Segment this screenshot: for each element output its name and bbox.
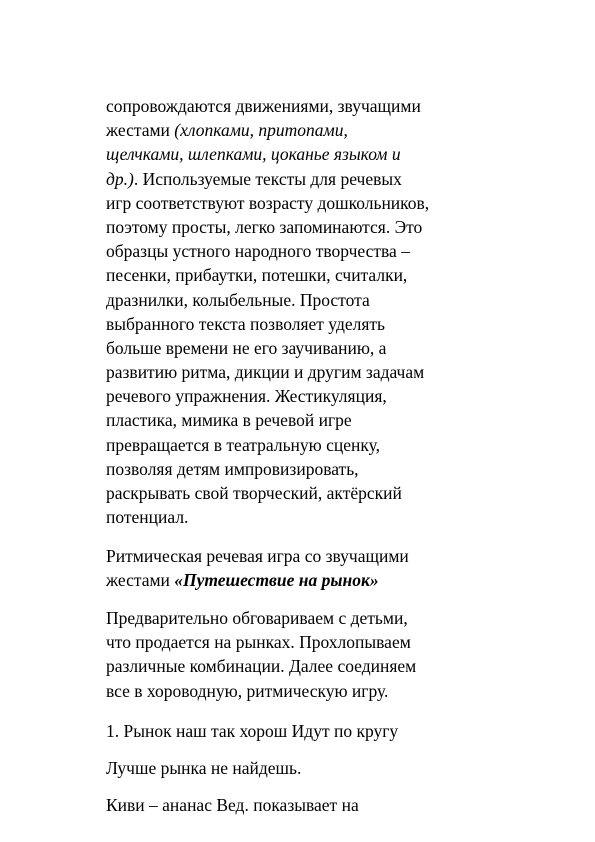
text-line: [106, 568, 406, 592]
paragraph-verse-3: [106, 793, 406, 817]
text-line: потенциал.: [106, 507, 189, 528]
game-title: «Путешествие на рынок»: [174, 570, 379, 591]
text-line: сопровождаются движениями, звучащими: [106, 96, 421, 116]
paragraph-intro: [106, 94, 430, 529]
text-line: больше времени не его заучиванию, а: [106, 337, 387, 358]
text-line: Предварительно обговариваем с детьми,: [106, 608, 408, 628]
text-line: речевого упражнения. Жестикуляция,: [106, 386, 387, 407]
text-line: [106, 167, 406, 191]
italic-span: (хлопками, притопами,: [174, 120, 348, 141]
text-line: игр соответствуют возрасту дошкольников,: [106, 192, 430, 213]
text-line: выбранного текста позволяет уделять: [106, 313, 386, 334]
text-line: Киви – ананас Вед. показывает на: [106, 795, 359, 815]
text-span: жестами: [106, 120, 175, 141]
text-line: все в хороводную, ритмическую игру.: [106, 680, 389, 701]
text-line: различные комбинации. Далее соединяем: [106, 656, 417, 677]
paragraph-game-title: [106, 544, 409, 592]
text-line: Ритмическая речевая игра со звучащими: [106, 546, 409, 566]
paragraph-verse-2: [106, 756, 406, 780]
text-span: . Используемые тексты для речевых: [133, 168, 402, 189]
text-line: щелчками, шлепками, цоканье языком и: [106, 144, 401, 165]
text-line: [106, 118, 406, 142]
text-line: песенки, прибаутки, потешки, считалки,: [106, 265, 408, 286]
text-line: образцы устного народного творчества –: [106, 241, 410, 262]
text-line: раскрывать свой творческий, актёрский: [106, 483, 402, 503]
text-line: развитию ритма, дикции и другим задачам: [106, 362, 425, 383]
italic-span: др.): [106, 168, 134, 189]
text-line: 1. Рынок наш так хорош Идут по кругу: [106, 721, 399, 741]
text-line: дразнилки, колыбельные. Простота: [106, 289, 370, 310]
text-line: пластика, мимика в речевой игре: [106, 410, 352, 431]
paragraph-preparation: [106, 606, 417, 703]
text-line: превращается в театральную сценку,: [106, 434, 381, 455]
paragraph-verse-1: [106, 719, 406, 743]
text-span: жестами: [106, 570, 175, 591]
text-line: позволяя детям импровизировать,: [106, 458, 359, 479]
text-line: что продается на рынках. Прохлопываем: [106, 632, 411, 653]
text-line: поэтому просты, легко запоминаются. Это: [106, 216, 423, 237]
text-line: Лучше рынка не найдешь.: [106, 758, 302, 778]
